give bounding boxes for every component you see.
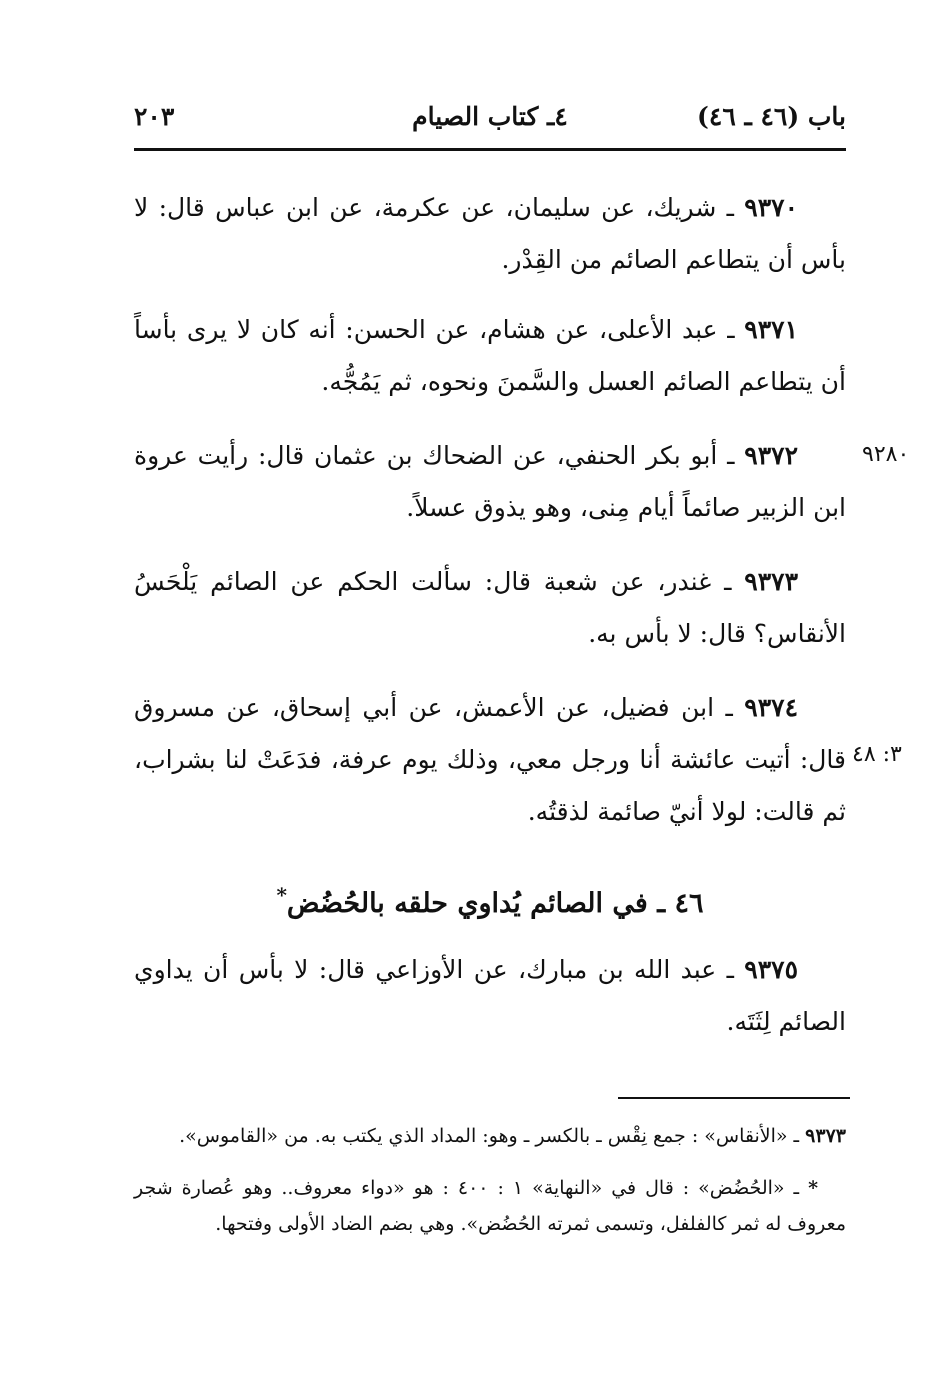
footnote-marker: *	[276, 883, 287, 907]
hadith-number: ٩٣٧٤	[744, 693, 798, 722]
hadith-text: ـ عبد الله بن مبارك، عن الأوزاعي قال: لا بأس أن يداوي الصائم لِثَتَه.	[134, 955, 846, 1036]
margin-reference: ٣: ٤٨	[852, 742, 902, 767]
footnote	[134, 1170, 846, 1242]
hadith-paragraph	[134, 304, 846, 408]
footnote-ref: ٩٣٧٣	[805, 1125, 846, 1147]
hadith-text: ـ شريك، عن سليمان، عن عكرمة، عن ابن عباس قال: لا بأس أن يتطاعم الصائم من القِدْر.	[134, 193, 846, 274]
margin-reference: ٩٢٨٠	[862, 442, 910, 467]
footnote-text: ـ «الحُضُض» : قال في «النهاية» ١ : ٤٠٠ : هو «دواء معروف.. وهو عُصارة شجر معروف له ثمر كالفلفل، وتسمى ثمرته الحُضُض». وهي بضم الضاد الأولى وفتحها.	[134, 1177, 846, 1235]
hadith-text: ـ غندر، عن شعبة قال: سألت الحكم عن الصائم يَلْحَسُ الأنقاس؟ قال: لا بأس به.	[134, 567, 846, 648]
chapter-reference: باب (٤٦ ـ ٤٦)	[697, 102, 846, 131]
book-title: ٤ـ كتاب الصيام	[412, 102, 568, 131]
footnote	[134, 1118, 846, 1154]
footnote-rule	[618, 1097, 850, 1099]
hadith-number: ٩٣٧٢	[744, 441, 798, 470]
header-rule	[134, 148, 846, 151]
hadith-number: ٩٣٧٥	[744, 955, 798, 984]
hadith-text: ـ عبد الأعلى، عن هشام، عن الحسن: أنه كان لا يرى بأساً أن يتطاعم الصائم العسل والسَّمنَ ونحوه، ثم يَمُجُّه.	[134, 315, 846, 396]
hadith-text: ـ ابن فضيل، عن الأعمش، عن أبي إسحاق، عن مسروق قال: أتيت عائشة أنا ورجل معي، وذلك يوم عرفة، فدَعَتْ لنا بشراب، ثم قالت: لولا أنيّ صائمة لذقتُه.	[134, 693, 846, 826]
running-head	[134, 98, 846, 142]
hadith-number: ٩٣٧٣	[744, 567, 798, 596]
hadith-paragraph	[134, 430, 846, 534]
hadith-paragraph	[134, 682, 846, 838]
hadith-text: ـ أبو بكر الحنفي، عن الضحاك بن عثمان قال: رأيت عروة ابن الزبير صائماً أيام مِنى، وهو يذوق عسلاً.	[134, 441, 846, 522]
hadith-paragraph	[134, 944, 846, 1048]
footnote-text: ـ «الأنقاس» : جمع نِقْس ـ بالكسر ـ وهو: المداد الذي يكتب به. من «القاموس».	[179, 1125, 806, 1147]
hadith-paragraph	[134, 182, 846, 286]
footnote-ref: *	[808, 1177, 819, 1199]
section-title-text: ٤٦ ـ في الصائم يُداوي حلقه بالحُضُض	[286, 888, 704, 919]
page-number: ٢٠٣	[134, 102, 175, 131]
hadith-number: ٩٣٧١	[744, 315, 798, 344]
hadith-number: ٩٣٧٠	[744, 193, 798, 222]
section-heading	[134, 870, 846, 929]
hadith-paragraph	[134, 556, 846, 660]
